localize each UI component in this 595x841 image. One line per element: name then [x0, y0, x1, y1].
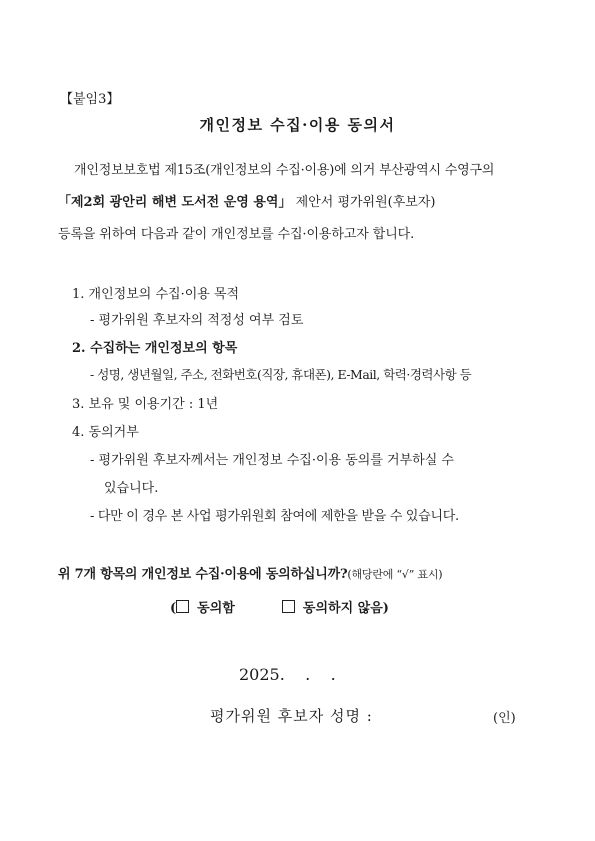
page-title: 개인정보 수집·이용 동의서 — [199, 116, 396, 134]
consent-choices — [170, 597, 389, 616]
agree-label: 동의함 — [197, 601, 235, 616]
seal-mark: (인) — [493, 711, 516, 726]
consent-question-text: 위 7개 항목의 개인정보 수집·이용에 동의하십니까? — [58, 567, 348, 582]
item-1-detail: - 평가위원 후보자의 적정성 여부 검토 — [90, 313, 304, 328]
intro-line-3: 등록을 위하여 다음과 같이 개인정보를 수집·이용하고자 합니다. — [58, 227, 415, 242]
intro-line-2 — [58, 191, 436, 210]
item-1-heading: 1. 개인정보의 수집·이용 목적 — [72, 287, 240, 302]
consent-question — [58, 563, 442, 582]
item-2-detail: - 성명, 생년월일, 주소, 전화번호(직장, 휴대폰), E-Mail, 학력·경력사항 등 — [90, 367, 472, 382]
item-4-heading: 4. 동의거부 — [72, 425, 139, 440]
project-name: 「제2회 광안리 해변 도서전 운영 용역」 — [58, 195, 292, 210]
disagree-label: 동의하지 않음 — [302, 601, 383, 616]
signature-label: 평가위원 후보자 성명 : — [210, 707, 373, 725]
item-3: 3. 보유 및 이용기간 : 1년 — [72, 397, 219, 412]
close-paren: ) — [382, 601, 389, 616]
item-4-detail-2: - 다만 이 경우 본 사업 평가위원회 참여에 제한을 받을 수 있습니다. — [90, 509, 459, 524]
item-2-heading: 2. 수집하는 개인정보의 항목 — [72, 341, 238, 356]
disagree-checkbox[interactable] — [282, 600, 295, 613]
consent-question-note: (해당란에 “√” 표시) — [347, 568, 443, 581]
item-4-detail-1a: - 평가위원 후보자께서는 개인정보 수집·이용 동의를 거부하실 수 — [90, 453, 454, 468]
agree-checkbox[interactable] — [176, 600, 189, 613]
attachment-label: 【붙임3】 — [60, 92, 120, 107]
intro-line-1: 개인정보보호법 제15조(개인정보의 수집·이용)에 의거 부산광역시 수영구의 — [74, 163, 495, 178]
date-field[interactable]: 2025. . . — [239, 665, 336, 684]
intro-line-2-rest: 제안서 평가위원(후보자) — [291, 195, 436, 210]
item-4-detail-1b: 있습니다. — [104, 481, 159, 496]
open-paren: ( — [170, 601, 177, 616]
